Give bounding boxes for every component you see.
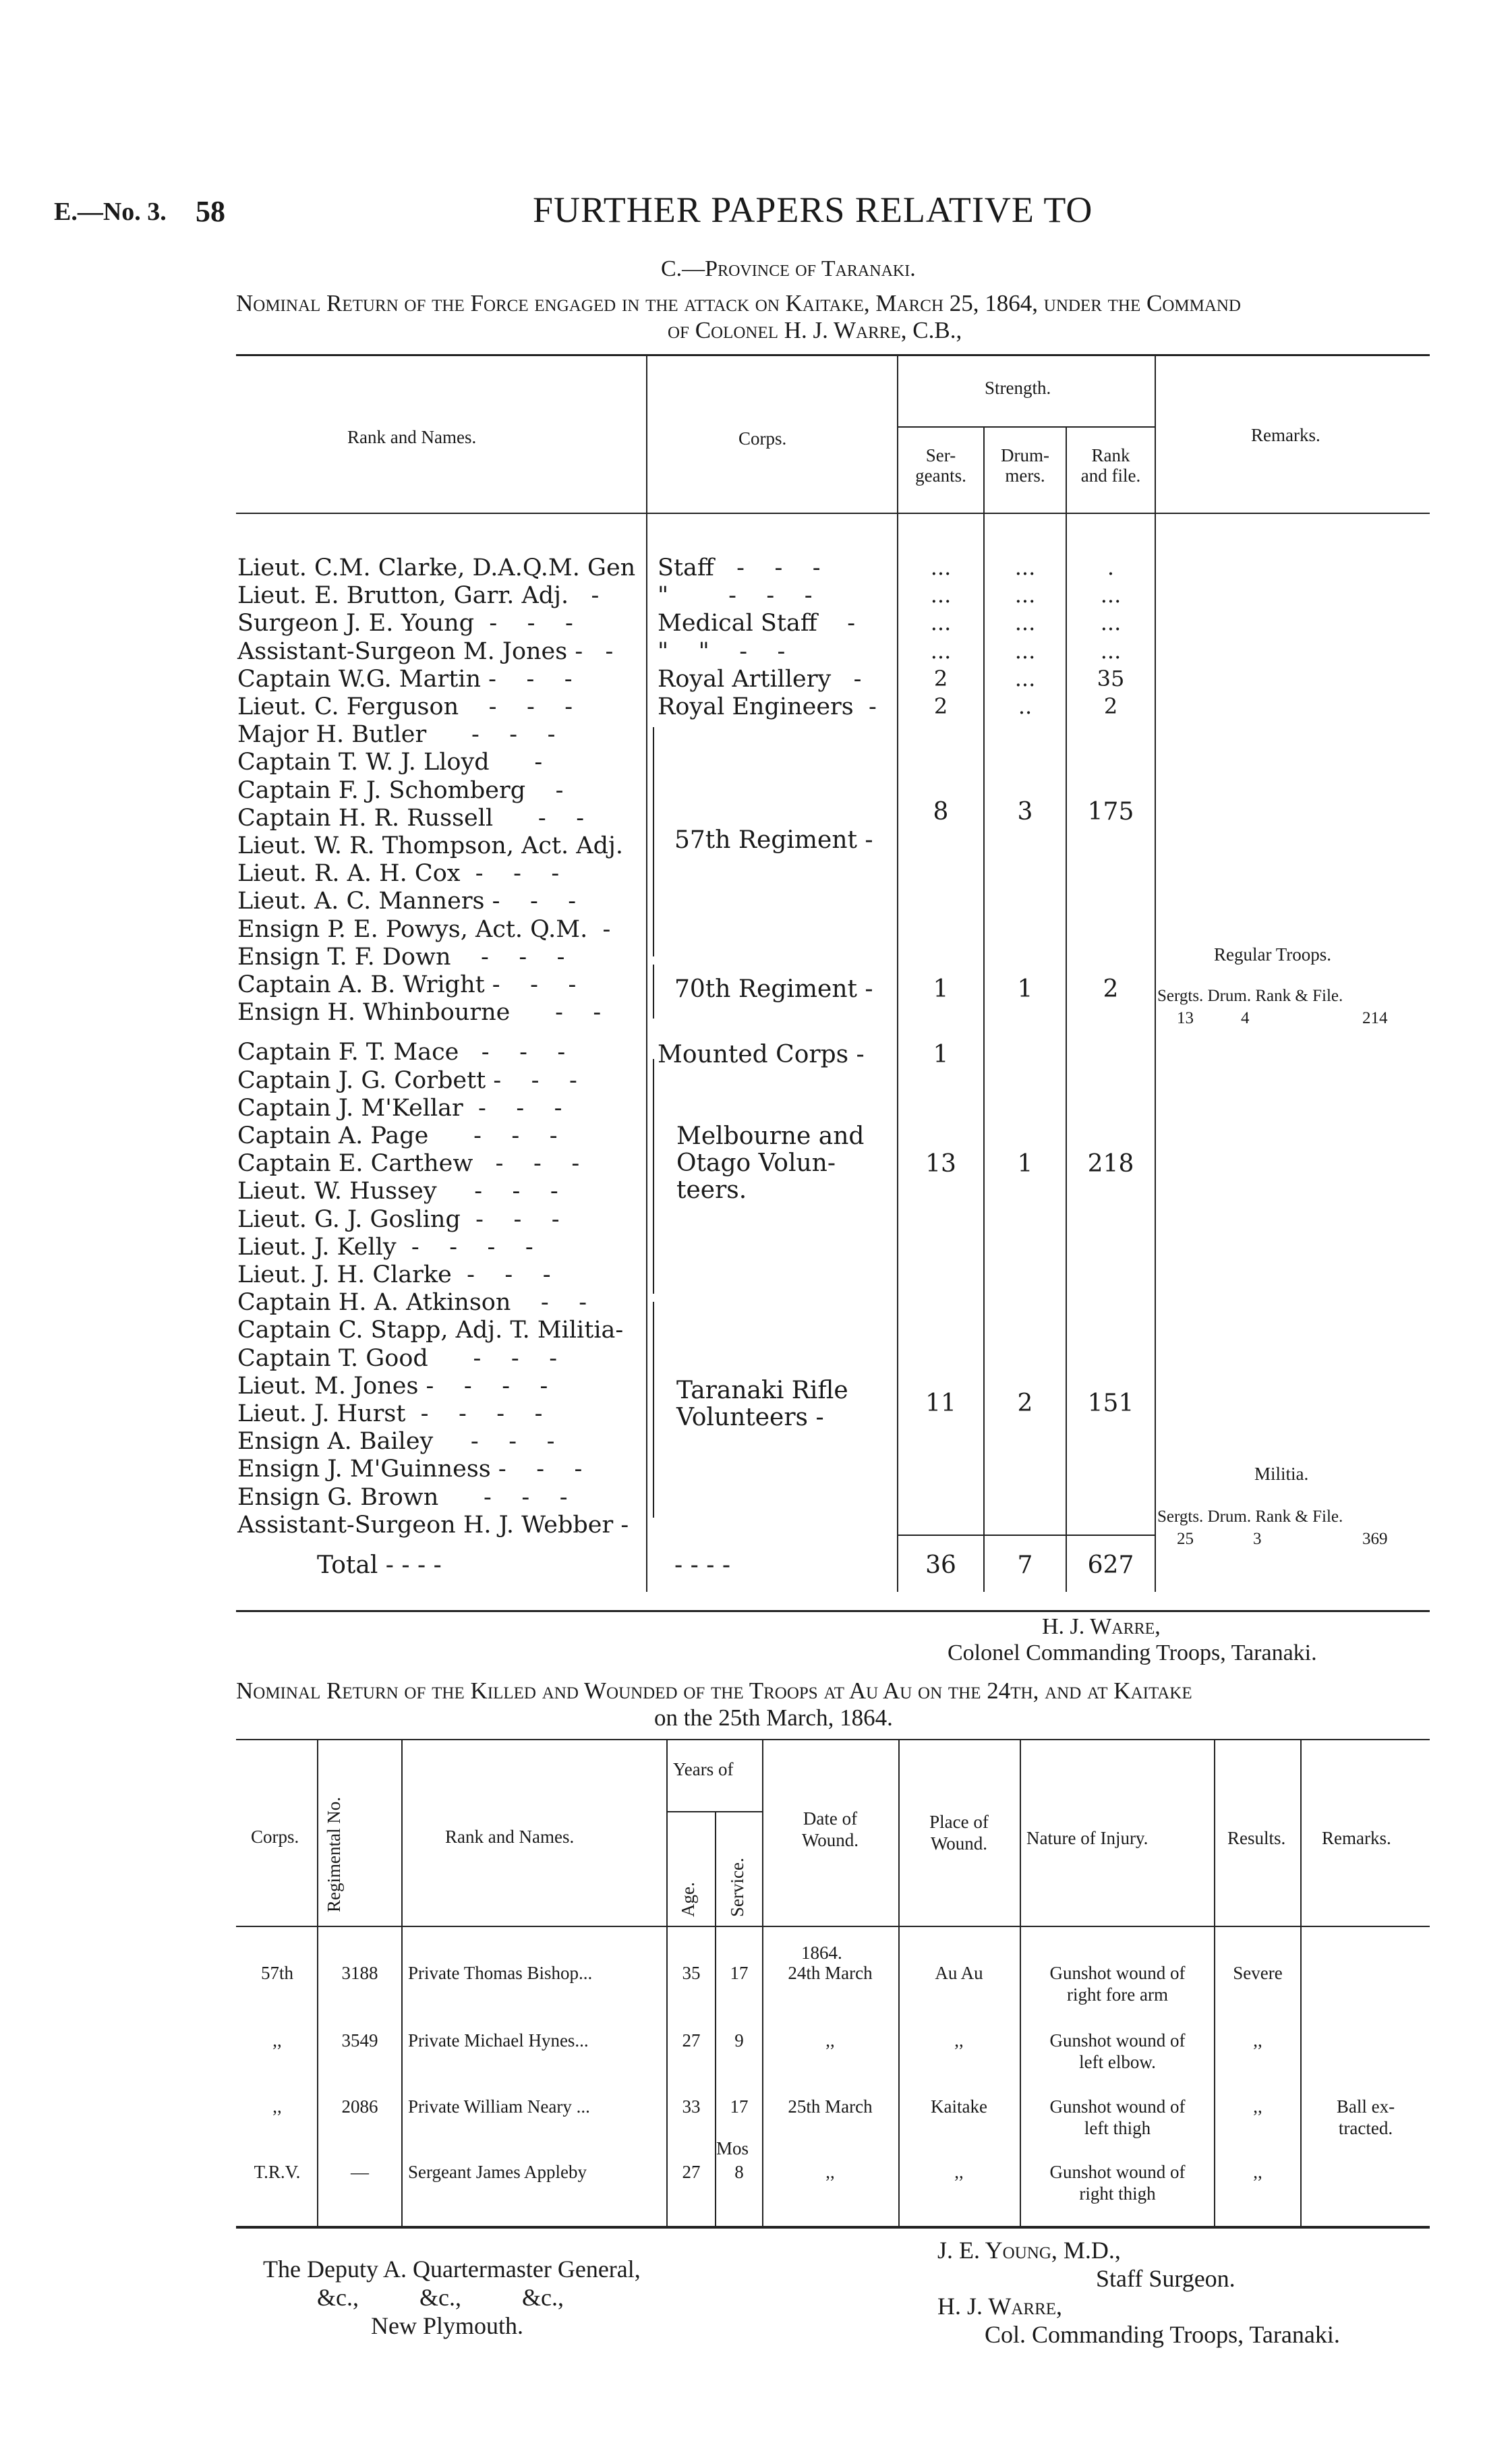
total-rank-file: 627 bbox=[1087, 1551, 1134, 1579]
brace-57th bbox=[653, 727, 654, 956]
corps-row-1: " - - - bbox=[658, 582, 813, 610]
t2-name-3: Sergeant James Appleby bbox=[408, 2162, 587, 2182]
header-drummers bbox=[985, 445, 1066, 486]
rank-name-12: Lieut. A. C. Manners - - - bbox=[237, 888, 577, 915]
rank-name-1: Lieut. E. Brutton, Garr. Adj. - bbox=[237, 582, 600, 610]
corps-taranaki-l2: Volunteers - bbox=[676, 1404, 824, 1431]
serg-melbourne: 13 bbox=[925, 1150, 956, 1178]
t2-service-1: 9 bbox=[734, 2030, 744, 2051]
section-title: C.—Province of Taranaki. bbox=[661, 256, 916, 281]
strength-row-2-col-0: ... bbox=[930, 610, 952, 636]
t2-header-date-l1: Date of bbox=[803, 1808, 858, 1829]
rank-name-30: Lieut. J. Hurst - - - - bbox=[237, 1400, 543, 1427]
header-drummers-l2: mers. bbox=[1005, 465, 1045, 486]
col-divider-1 bbox=[646, 356, 647, 1592]
remarks-militia-sergts: 25 bbox=[1177, 1530, 1194, 1548]
t2-nature-2-l1: Gunshot wound of bbox=[1049, 2096, 1186, 2117]
rank-name-31: Ensign A. Bailey - - - bbox=[237, 1428, 555, 1456]
header-corps: Corps. bbox=[738, 428, 787, 449]
t2-place-1: ,, bbox=[954, 2030, 964, 2051]
t2-place-2: Kaitake bbox=[931, 2096, 987, 2117]
remarks-regular-rank: 214 bbox=[1362, 1009, 1388, 1027]
rank-name-7: Captain T. W. J. Lloyd - bbox=[237, 749, 543, 776]
t2-name-2: Private William Neary ... bbox=[408, 2096, 590, 2117]
strength-row-3-col-2: ... bbox=[1100, 637, 1122, 664]
remarks-regular-sergts: 13 bbox=[1177, 1009, 1194, 1027]
t2-result-3: ,, bbox=[1253, 2162, 1262, 2182]
signature-warre: H. J. Warre, bbox=[1042, 1614, 1161, 1639]
rank-name-5: Lieut. C. Ferguson - - - bbox=[237, 693, 573, 720]
t2-corps-2: ,, bbox=[272, 2096, 282, 2117]
drum-57th: 3 bbox=[1017, 798, 1033, 826]
return2-title-line2: on the 25th March, 1864. bbox=[654, 1704, 893, 1731]
return1-title-line2: of Colonel H. J. Warre, C.B., bbox=[668, 317, 962, 343]
header-sergeants-l1: Ser- bbox=[925, 445, 956, 465]
rank-70th: 2 bbox=[1103, 975, 1119, 1003]
strength-row-2-col-2: ... bbox=[1100, 610, 1122, 636]
rank-name-27: Captain C. Stapp, Adj. T. Militia- bbox=[237, 1317, 624, 1344]
rank-taranaki: 151 bbox=[1087, 1389, 1134, 1417]
rank-name-17: Captain F. T. Mace - - - bbox=[237, 1039, 566, 1066]
t2-nature-3-l2: right thigh bbox=[1079, 2183, 1156, 2204]
t2-nature-1-l2: left elbow. bbox=[1079, 2052, 1156, 2072]
strength-row-4-col-0: 2 bbox=[933, 665, 948, 691]
t2-header-results: Results. bbox=[1227, 1828, 1286, 1848]
document-ref: E.—No. 3. bbox=[54, 198, 167, 226]
remarks-regular-drum: 4 bbox=[1241, 1009, 1250, 1027]
t2-header-date bbox=[763, 1808, 897, 1851]
t2-nature-3-l1: Gunshot wound of bbox=[1049, 2162, 1186, 2182]
rank-name-34: Assistant-Surgeon H. J. Webber - bbox=[237, 1511, 629, 1539]
strength-row-1-col-0: ... bbox=[930, 582, 952, 608]
t2-divider-1 bbox=[401, 1740, 403, 2226]
strength-row-5-col-2: 2 bbox=[1103, 693, 1118, 719]
t2-corps-0: 57th bbox=[260, 1963, 293, 1983]
header-sergeants-l2: geants. bbox=[915, 465, 966, 486]
total-drummers: 7 bbox=[1017, 1551, 1033, 1579]
total-label: Total - - - - bbox=[317, 1551, 442, 1579]
header-sergeants bbox=[898, 445, 983, 486]
corps-taranaki bbox=[676, 1377, 848, 1431]
strength-row-1-col-2: ... bbox=[1100, 582, 1122, 608]
corps-57th: 57th Regiment - bbox=[674, 826, 873, 854]
strength-row-1-col-1: ... bbox=[1014, 582, 1036, 608]
rank-name-25: Lieut. J. H. Clarke - - - bbox=[237, 1261, 551, 1288]
t2-place-3: ,, bbox=[954, 2162, 964, 2182]
t2-date-1: ,, bbox=[825, 2030, 835, 2051]
t2-header-place-l1: Place of bbox=[929, 1812, 989, 1832]
rank-name-24: Lieut. J. Kelly - - - - bbox=[237, 1233, 533, 1261]
rank-name-28: Captain T. Good - - - bbox=[237, 1344, 558, 1372]
table1-bottom-rule bbox=[236, 1610, 1430, 1612]
t2-regno-0: 3188 bbox=[341, 1963, 378, 1983]
rank-name-6: Major H. Butler - - - bbox=[237, 721, 556, 749]
t2-header-years: Years of bbox=[673, 1759, 734, 1779]
corps-melbourne bbox=[676, 1123, 864, 1204]
corps-taranaki-l1: Taranaki Rifle bbox=[676, 1377, 848, 1404]
rank-name-23: Lieut. G. J. Gosling - - - bbox=[237, 1205, 560, 1233]
brace-70th bbox=[653, 965, 654, 1019]
strength-row-5-col-1: .. bbox=[1018, 693, 1033, 719]
brace-melbourne bbox=[653, 1059, 654, 1294]
strength-row-3-col-1: ... bbox=[1014, 637, 1036, 664]
corps-melbourne-l1: Melbourne and bbox=[676, 1122, 865, 1150]
rank-name-2: Surgeon J. E. Young - - - bbox=[237, 610, 573, 637]
rank-name-16: Ensign H. Whinbourne - - bbox=[237, 999, 602, 1027]
address-line1: The Deputy A. Quartermaster General, bbox=[263, 2256, 641, 2283]
t2-header-place-l2: Wound. bbox=[930, 1833, 988, 1854]
t2-divider-8 bbox=[1300, 1740, 1302, 2226]
t2-header-remarks: Remarks. bbox=[1322, 1828, 1391, 1848]
header-remarks: Remarks. bbox=[1251, 425, 1320, 445]
serg-70th: 1 bbox=[933, 975, 949, 1003]
remarks-regular-head: Sergts. Drum. Rank & File. bbox=[1157, 987, 1343, 1005]
header-rank-names: Rank and Names. bbox=[347, 427, 477, 447]
remarks-militia-title: Militia. bbox=[1254, 1464, 1309, 1484]
table2-header-bottom-rule bbox=[236, 1926, 1430, 1927]
table2-top-rule bbox=[236, 1739, 1430, 1740]
t2-service-2: 17 bbox=[730, 2096, 749, 2117]
t2-result-2: ,, bbox=[1253, 2096, 1262, 2117]
t2-place-0: Au Au bbox=[935, 1963, 983, 1983]
corps-melbourne-l2: Otago Volun- bbox=[676, 1149, 836, 1177]
strength-row-3-col-0: ... bbox=[930, 637, 952, 664]
t2-name-1: Private Michael Hynes... bbox=[408, 2030, 589, 2051]
t2-service-0: 17 bbox=[730, 1963, 749, 1983]
strength-under-rule bbox=[897, 426, 1155, 428]
strength-row-0-col-0: ... bbox=[930, 554, 952, 580]
serg-taranaki: 11 bbox=[925, 1389, 956, 1417]
signature-warre-footer-title: Col. Commanding Troops, Taranaki. bbox=[985, 2321, 1340, 2348]
rank-name-18: Captain J. G. Corbett - - - bbox=[237, 1066, 577, 1094]
corps-70th: 70th Regiment - bbox=[674, 975, 873, 1003]
rank-name-32: Ensign J. M'Guinness - - - bbox=[237, 1456, 583, 1483]
strength-row-4-col-1: ... bbox=[1014, 665, 1036, 691]
signature-young: J. E. Young, M.D., bbox=[937, 2237, 1121, 2264]
rank-name-13: Ensign P. E. Powys, Act. Q.M. - bbox=[237, 915, 611, 943]
t2-regno-3: — bbox=[351, 2162, 369, 2182]
t2-header-rank-names: Rank and Names. bbox=[445, 1827, 575, 1847]
t2-result-1: ,, bbox=[1253, 2030, 1262, 2051]
header-drummers-l1: Drum- bbox=[1001, 445, 1049, 465]
rank-name-0: Lieut. C.M. Clarke, D.A.Q.M. Gen bbox=[237, 554, 636, 581]
t2-age-1: 27 bbox=[682, 2030, 701, 2051]
remarks-regular-title: Regular Troops. bbox=[1214, 944, 1332, 965]
t2-nature-1-l1: Gunshot wound of bbox=[1049, 2030, 1186, 2051]
rank-name-3: Assistant-Surgeon M. Jones - - bbox=[237, 637, 614, 665]
t2-remark-2-l1: Ball ex- bbox=[1336, 2096, 1395, 2117]
signature-young-title: Staff Surgeon. bbox=[1096, 2265, 1235, 2292]
table2-bottom-rule bbox=[236, 2226, 1430, 2229]
t2-year-label: 1864. bbox=[801, 1943, 842, 1963]
t2-age-2: 33 bbox=[682, 2096, 701, 2117]
t2-regno-1: 3549 bbox=[341, 2030, 378, 2051]
table1-header-bottom-rule bbox=[236, 513, 1430, 514]
page-number: 58 bbox=[196, 195, 225, 228]
t2-date-3: ,, bbox=[825, 2162, 835, 2182]
signature-warre-footer: H. J. Warre, bbox=[937, 2293, 1063, 2320]
t2-header-reg-no: Regimental No. bbox=[324, 1797, 344, 1912]
corps-row-4: Royal Artillery - bbox=[658, 665, 862, 693]
corps-row-5: Royal Engineers - bbox=[658, 693, 877, 720]
address-line3: New Plymouth. bbox=[371, 2312, 524, 2339]
t2-header-service: Service. bbox=[727, 1858, 747, 1917]
rank-name-10: Lieut. W. R. Thompson, Act. Adj. bbox=[237, 832, 623, 859]
years-under-rule bbox=[666, 1811, 762, 1812]
t2-name-0: Private Thomas Bishop... bbox=[408, 1963, 593, 1983]
remarks-militia-drum: 3 bbox=[1253, 1530, 1262, 1548]
corps-mounted: Mounted Corps - bbox=[658, 1041, 865, 1068]
t2-result-0: Severe bbox=[1233, 1963, 1283, 1983]
rank-name-29: Lieut. M. Jones - - - - bbox=[237, 1372, 548, 1400]
t2-corps-1: ,, bbox=[272, 2030, 282, 2051]
header-rank-file bbox=[1067, 445, 1155, 486]
rank-name-9: Captain H. R. Russell - - bbox=[237, 804, 585, 832]
brace-taranaki bbox=[653, 1302, 654, 1518]
t2-header-nature: Nature of Injury. bbox=[1026, 1828, 1148, 1848]
t2-nature-0-l2: right fore arm bbox=[1067, 1984, 1168, 2005]
rank-name-4: Captain W.G. Martin - - - bbox=[237, 665, 573, 693]
t2-date-2: 25th March bbox=[788, 2096, 873, 2117]
total-top-rule bbox=[897, 1535, 1155, 1536]
strength-row-0-col-2: . bbox=[1107, 554, 1115, 580]
t2-age-0: 35 bbox=[682, 1963, 701, 1983]
rank-name-26: Captain H. A. Atkinson - - bbox=[237, 1289, 587, 1317]
strength-row-2-col-1: ... bbox=[1014, 610, 1036, 636]
signature-warre-title: Colonel Commanding Troops, Taranaki. bbox=[948, 1640, 1317, 1665]
corps-row-3: " " - - bbox=[658, 637, 786, 665]
corps-row-0: Staff - - - bbox=[658, 554, 821, 581]
rank-name-20: Captain A. Page - - - bbox=[237, 1122, 558, 1149]
rank-name-11: Lieut. R. A. H. Cox - - - bbox=[237, 860, 560, 888]
col-divider-5 bbox=[1155, 356, 1156, 1592]
strength-row-5-col-0: 2 bbox=[933, 693, 948, 719]
header-strength: Strength. bbox=[985, 378, 1051, 398]
table1-top-rule bbox=[236, 354, 1430, 356]
strength-row-0-col-1: ... bbox=[1014, 554, 1036, 580]
t2-age-3: 27 bbox=[682, 2162, 701, 2182]
t2-mos-label: Mos bbox=[716, 2138, 749, 2158]
corps-melbourne-l3: teers. bbox=[676, 1176, 747, 1204]
rank-name-19: Captain J. M'Kellar - - - bbox=[237, 1094, 562, 1122]
total-sergeants: 36 bbox=[925, 1551, 956, 1579]
t2-regno-2: 2086 bbox=[341, 2096, 378, 2117]
serg-57th: 8 bbox=[933, 798, 949, 826]
remarks-militia-head: Sergts. Drum. Rank & File. bbox=[1157, 1508, 1343, 1526]
rank-57th: 175 bbox=[1087, 798, 1134, 826]
t2-nature-2-l2: left thigh bbox=[1084, 2118, 1151, 2138]
t2-corps-3: T.R.V. bbox=[254, 2162, 301, 2182]
remarks-militia-rank: 369 bbox=[1362, 1530, 1388, 1548]
drum-taranaki: 2 bbox=[1017, 1389, 1033, 1417]
corps-row-2: Medical Staff - bbox=[658, 610, 856, 637]
rank-name-21: Captain E. Carthew - - - bbox=[237, 1150, 580, 1178]
header-rank-file-l1: Rank bbox=[1091, 445, 1130, 465]
t2-header-age: Age. bbox=[678, 1882, 698, 1917]
rank-name-33: Ensign G. Brown - - - bbox=[237, 1483, 568, 1511]
page-title: FURTHER PAPERS RELATIVE TO bbox=[533, 190, 1093, 230]
rank-name-15: Captain A. B. Wright - - - bbox=[237, 971, 577, 998]
total-corps-dashes: - - - - bbox=[674, 1551, 730, 1579]
return2-title-line1: Nominal Return of the Killed and Wounded of the Troops at Au Au on the 24th, and at Kaitake bbox=[236, 1678, 1192, 1704]
t2-date-0: 24th March bbox=[788, 1963, 873, 1983]
t2-service-3: 8 bbox=[734, 2162, 744, 2182]
t2-header-date-l2: Wound. bbox=[801, 1830, 859, 1850]
address-line2: &c., &c., &c., bbox=[317, 2284, 564, 2311]
t2-header-corps: Corps. bbox=[251, 1827, 299, 1847]
rank-name-8: Captain F. J. Schomberg - bbox=[237, 776, 564, 804]
t2-remark-2-l2: tracted. bbox=[1338, 2118, 1393, 2138]
t2-nature-0-l1: Gunshot wound of bbox=[1049, 1963, 1186, 1983]
rank-name-14: Ensign T. F. Down - - - bbox=[237, 943, 565, 971]
drum-70th: 1 bbox=[1017, 975, 1033, 1003]
return1-title-line1: Nominal Return of the Force engaged in the attack on Kaitake, March 25, 1864, under the Command bbox=[236, 290, 1241, 316]
rank-melbourne: 218 bbox=[1087, 1150, 1134, 1178]
strength-row-4-col-2: 35 bbox=[1097, 665, 1125, 691]
serg-mounted: 1 bbox=[933, 1041, 949, 1068]
drum-melbourne: 1 bbox=[1017, 1150, 1033, 1178]
rank-name-22: Lieut. W. Hussey - - - bbox=[237, 1178, 558, 1205]
header-rank-file-l2: and file. bbox=[1080, 465, 1141, 486]
t2-header-place bbox=[898, 1811, 1020, 1854]
